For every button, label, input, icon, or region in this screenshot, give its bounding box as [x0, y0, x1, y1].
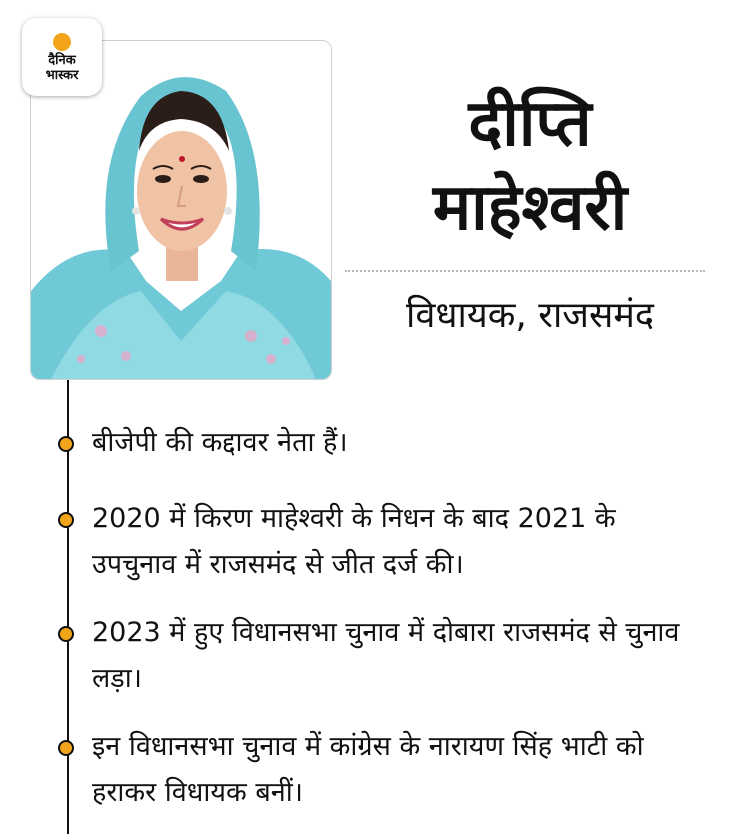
name-line-2: माहेश्वरी [432, 171, 628, 245]
name-line-1: दीप्ति [468, 87, 592, 161]
point-text: 2023 में हुए विधानसभा चुनाव में दोबारा राजसमंद से चुनाव लड़ा। [92, 617, 680, 694]
bullet-dot-icon [58, 626, 74, 642]
point-text: 2020 में किरण माहेश्वरी के निधन के बाद 2021 के उपचुनाव में राजसमंद से जीत दर्ज की। [92, 503, 616, 580]
person-name [340, 82, 720, 250]
brand-logo [22, 18, 102, 96]
point-text: बीजेपी की कद्दावर नेता हैं। [92, 427, 348, 458]
point-text: इन विधानसभा चुनाव में कांग्रेस के नारायण सिंह भाटी को हराकर विधायक बनीं। [92, 731, 644, 808]
sun-icon [52, 32, 72, 52]
logo-text-line1: दैनिक [48, 52, 76, 68]
logo-text-line2: भास्कर [45, 67, 79, 83]
designation: विधायक, राजसमंद [406, 295, 654, 336]
bullet-dot-icon [58, 512, 74, 528]
bullet-dot-icon [58, 436, 74, 452]
divider [345, 270, 705, 272]
bullet-dot-icon [58, 740, 74, 756]
